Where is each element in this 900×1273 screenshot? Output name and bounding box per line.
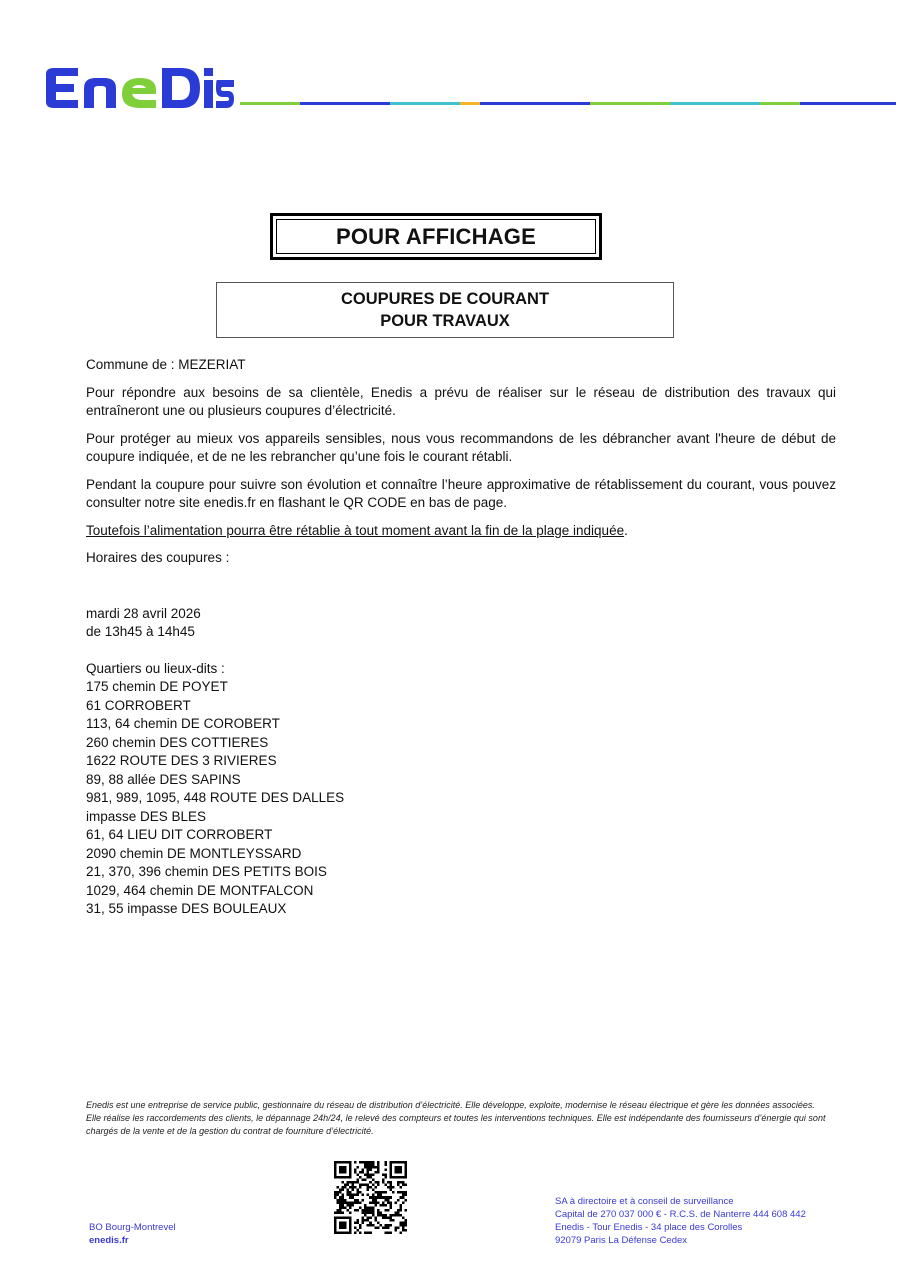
- branch-name: BO Bourg-Montrevel: [89, 1222, 176, 1233]
- legal-line: SA à directoire et à conseil de surveillance: [555, 1196, 734, 1207]
- address-item: 31, 55 impasse DES BOULEAUX: [86, 901, 287, 916]
- legal-info: [555, 1195, 806, 1247]
- divider-segment: [240, 102, 300, 105]
- address-item: 89, 88 allée DES SAPINS: [86, 771, 241, 787]
- divider-segment: [670, 102, 760, 105]
- address-item: 260 chemin DES COTTIERES: [86, 734, 269, 750]
- address-item: impasse DES BLES: [86, 808, 207, 824]
- cut-date: mardi 28 avril 2026: [86, 605, 201, 621]
- header-divider: [240, 102, 896, 105]
- enedis-logo: [44, 66, 234, 110]
- restore-notice: Toutefois l’alimentation pourra être rétablie à tout moment avant la fin de la plage indiquée: [86, 522, 625, 538]
- legal-line: 92079 Paris La Défense Cedex: [555, 1235, 688, 1246]
- divider-segment: [760, 102, 800, 105]
- paragraph-1: Pour répondre aux besoins de sa clientèle, Enedis a prévu de réaliser sur le réseau de distribution des travaux qui entraîneront une ou plusieurs coupures d’électricité.: [86, 384, 836, 418]
- divider-segment: [590, 102, 670, 105]
- address-item: 1029, 464 chemin DE MONTFALCON: [86, 882, 314, 898]
- legal-line: Enedis - Tour Enedis - 34 place des Corolles: [555, 1222, 743, 1233]
- banner-title: POUR AFFICHAGE: [276, 219, 596, 254]
- address-item: 113, 64 chemin DE COROBERT: [86, 716, 280, 731]
- address-item: 61, 64 LIEU DIT CORROBERT: [86, 827, 273, 842]
- commune-line: Commune de : MEZERIAT: [86, 357, 246, 372]
- address-item: 61 CORROBERT: [86, 697, 191, 713]
- divider-segment: [480, 102, 590, 105]
- address-list: [86, 660, 836, 919]
- divider-segment: [800, 102, 896, 105]
- footer-disclaimer: Enedis est une entreprise de service public, gestionnaire du réseau de distribution d’électricité. Elle développe, exploite, modernise le réseau électrique et gère les données associées. Elle réalise les raccordements des clients, le dépannage 24h/24, le relevé des compteurs et toutes les interventions techniques. Elle est indépendante des fournisseurs d’énergie qui sont chargés de la vente et de la gestion du contrat de fourniture d’électricité.: [86, 1100, 826, 1136]
- paragraph-2: Pour protéger au mieux vos appareils sensibles, nous vous recommandons de les débrancher avant l'heure de début de coupure indiquée, et de ne les rebrancher qu’une fois le courant rétabli.: [86, 430, 836, 464]
- cut-time-range: de 13h45 à 14h45: [86, 624, 195, 639]
- notice-body: [86, 356, 836, 919]
- paragraph-4: Toutefois l’alimentation pourra être rétablie à tout moment avant la fin de la plage indiquée.: [86, 522, 628, 538]
- address-item: 175 chemin DE POYET: [86, 679, 228, 694]
- address-item: 1622 ROUTE DES 3 RIVIERES: [86, 753, 277, 768]
- paragraph-3: Pendant la coupure pour suivre son évolution et connaître l’heure approximative de rétablissement du courant, vous pouvez consulter notre site enedis.fr en flashant le QR CODE en bas de page.: [86, 476, 836, 510]
- subtitle-box: [216, 282, 674, 338]
- quartiers-label: Quartiers ou lieux-dits :: [86, 660, 225, 676]
- website-link[interactable]: enedis.fr: [89, 1235, 129, 1246]
- address-item: 21, 370, 396 chemin DES PETITS BOIS: [86, 864, 327, 879]
- qr-code-icon[interactable]: [334, 1161, 407, 1234]
- subtitle-line-2: POUR TRAVAUX: [380, 312, 510, 330]
- schedule: [86, 605, 836, 642]
- branch-info: [89, 1221, 176, 1247]
- legal-line: Capital de 270 037 000 € - R.C.S. de Nanterre 444 608 442: [555, 1209, 806, 1220]
- address-item: 2090 chemin DE MONTLEYSSARD: [86, 845, 302, 861]
- banner-frame: [270, 213, 602, 260]
- divider-segment: [390, 102, 460, 105]
- address-item: 981, 989, 1095, 448 ROUTE DES DALLES: [86, 790, 345, 805]
- divider-segment: [460, 102, 480, 105]
- divider-segment: [300, 102, 390, 105]
- subtitle-line-1: COUPURES DE COURANT: [340, 290, 550, 308]
- horaires-label: Horaires des coupures :: [86, 550, 230, 565]
